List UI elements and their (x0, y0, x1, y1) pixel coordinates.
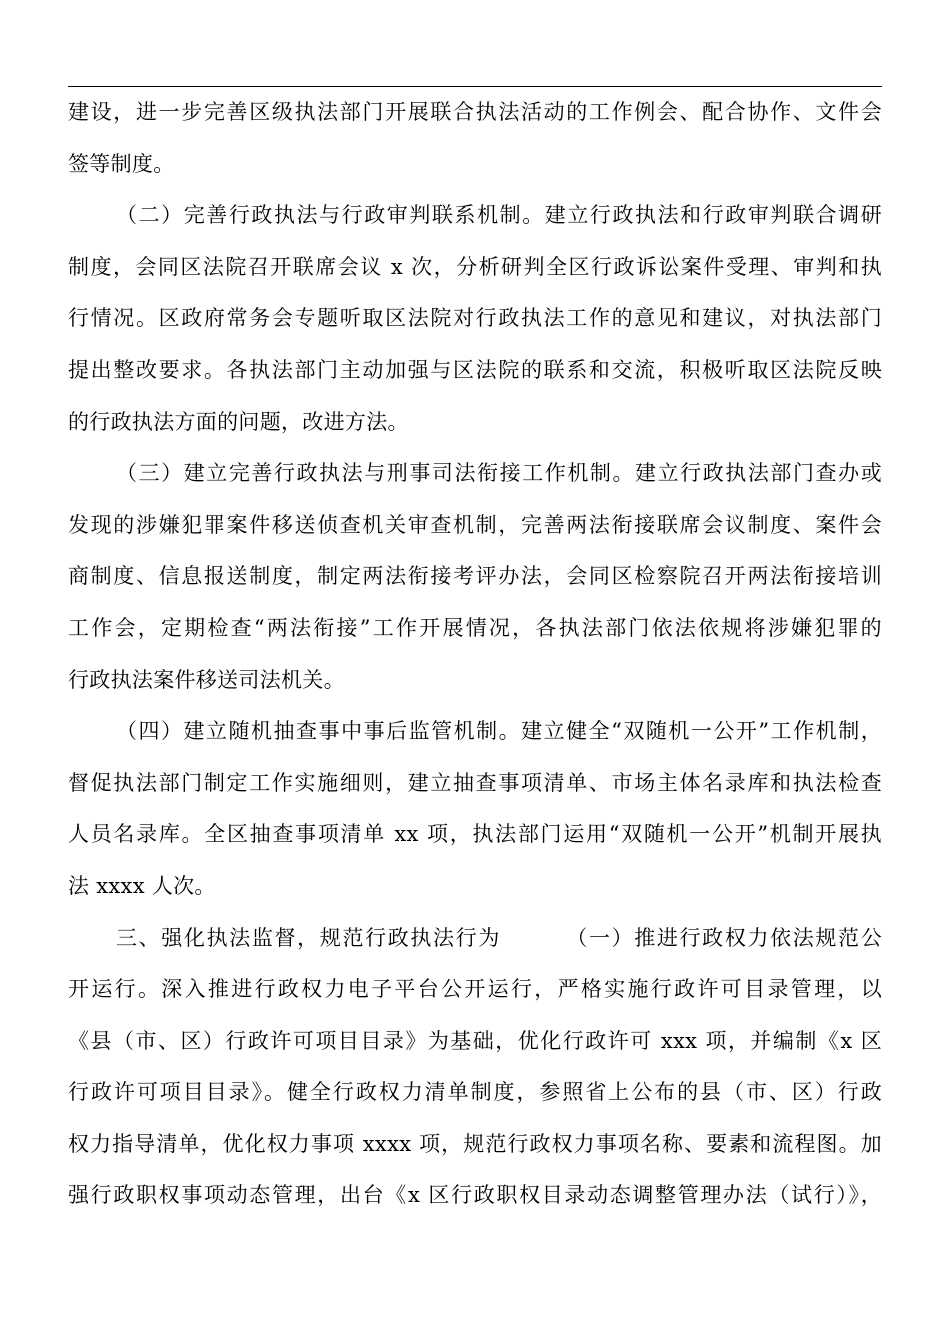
text-line: 建设，进一步完善区级执法部门开展联合执法活动的工作例会、配合协作、文件会 (68, 100, 882, 124)
section-heading: 三、强化执法监督，规范行政执法行为 (116, 925, 501, 950)
text-line: （三）建立完善行政执法与刑事司法衔接工作机制。建立行政执法部门查办或 (116, 461, 882, 486)
text-line: 开运行。深入推进行政权力电子平台公开运行，严格实施行政许可目录管理，以 (68, 977, 882, 1002)
text-line: 权力指导清单，优化权力事项 xxxx 项，规范行政权力事项名称、要素和流程图。加 (68, 1131, 882, 1156)
text-line: 人员名录库。全区抽查事项清单 xx 项，执法部门运用“双随机一公开”机制开展执 (68, 822, 882, 847)
text-line: 督促执法部门制定工作实施细则，建立抽查事项清单、市场主体名录库和执法检查 (68, 770, 882, 795)
text-line: 强行政职权事项动态管理，出台《x 区行政职权目录动态调整管理办法（试行）》， (68, 1183, 882, 1208)
text-line: （四）建立随机抽查事中事后监管机制。建立健全“双随机一公开”工作机制， (116, 719, 882, 744)
paragraph-part-3 (68, 915, 882, 1225)
document-body (68, 89, 882, 1224)
paragraph-section-3 (68, 450, 882, 708)
text-line: 发现的涉嫌犯罪案件移送侦查机关审查机制，完善两法衔接联席会议制度、案件会 (68, 512, 882, 537)
text-line: 行政执法案件移送司法机关。 (68, 667, 345, 692)
text-line (68, 915, 882, 967)
paragraph-section-2 (68, 192, 882, 450)
text-line: 签等制度。 (68, 151, 175, 176)
subsection-start: （一）推进行政权力依法规范公 (564, 925, 882, 950)
text-line: 商制度、信息报送制度，制定两法衔接考评办法，会同区检察院召开两法衔接培训 (68, 564, 882, 589)
text-line: 制度，会同区法院召开联席会议 x 次，分析研判全区行政诉讼案件受理、审判和执 (68, 254, 882, 279)
text-line: 《县（市、区）行政许可项目目录》为基础，优化行政许可 xxx 项，并编制《x 区 (68, 1028, 882, 1053)
header-rule (68, 86, 882, 87)
text-line: 行政许可项目目录》。健全行政权力清单制度，参照省上公布的县（市、区）行政 (68, 1080, 882, 1105)
text-line: （二）完善行政执法与行政审判联系机制。建立行政执法和行政审判联合调研 (116, 203, 882, 228)
text-line: 行情况。区政府常务会专题听取区法院对行政执法工作的意见和建议，对执法部门 (68, 306, 882, 331)
text-line: 法 xxxx 人次。 (68, 873, 216, 898)
text-line: 的行政执法方面的问题，改进方法。 (68, 409, 409, 434)
paragraph-continuation (68, 89, 882, 192)
text-line: 工作会，定期检查“两法衔接”工作开展情况，各执法部门依法依规将涉嫌犯罪的 (68, 615, 882, 640)
paragraph-section-4 (68, 708, 882, 914)
text-line: 提出整改要求。各执法部门主动加强与区法院的联系和交流，积极听取区法院反映 (68, 357, 882, 382)
